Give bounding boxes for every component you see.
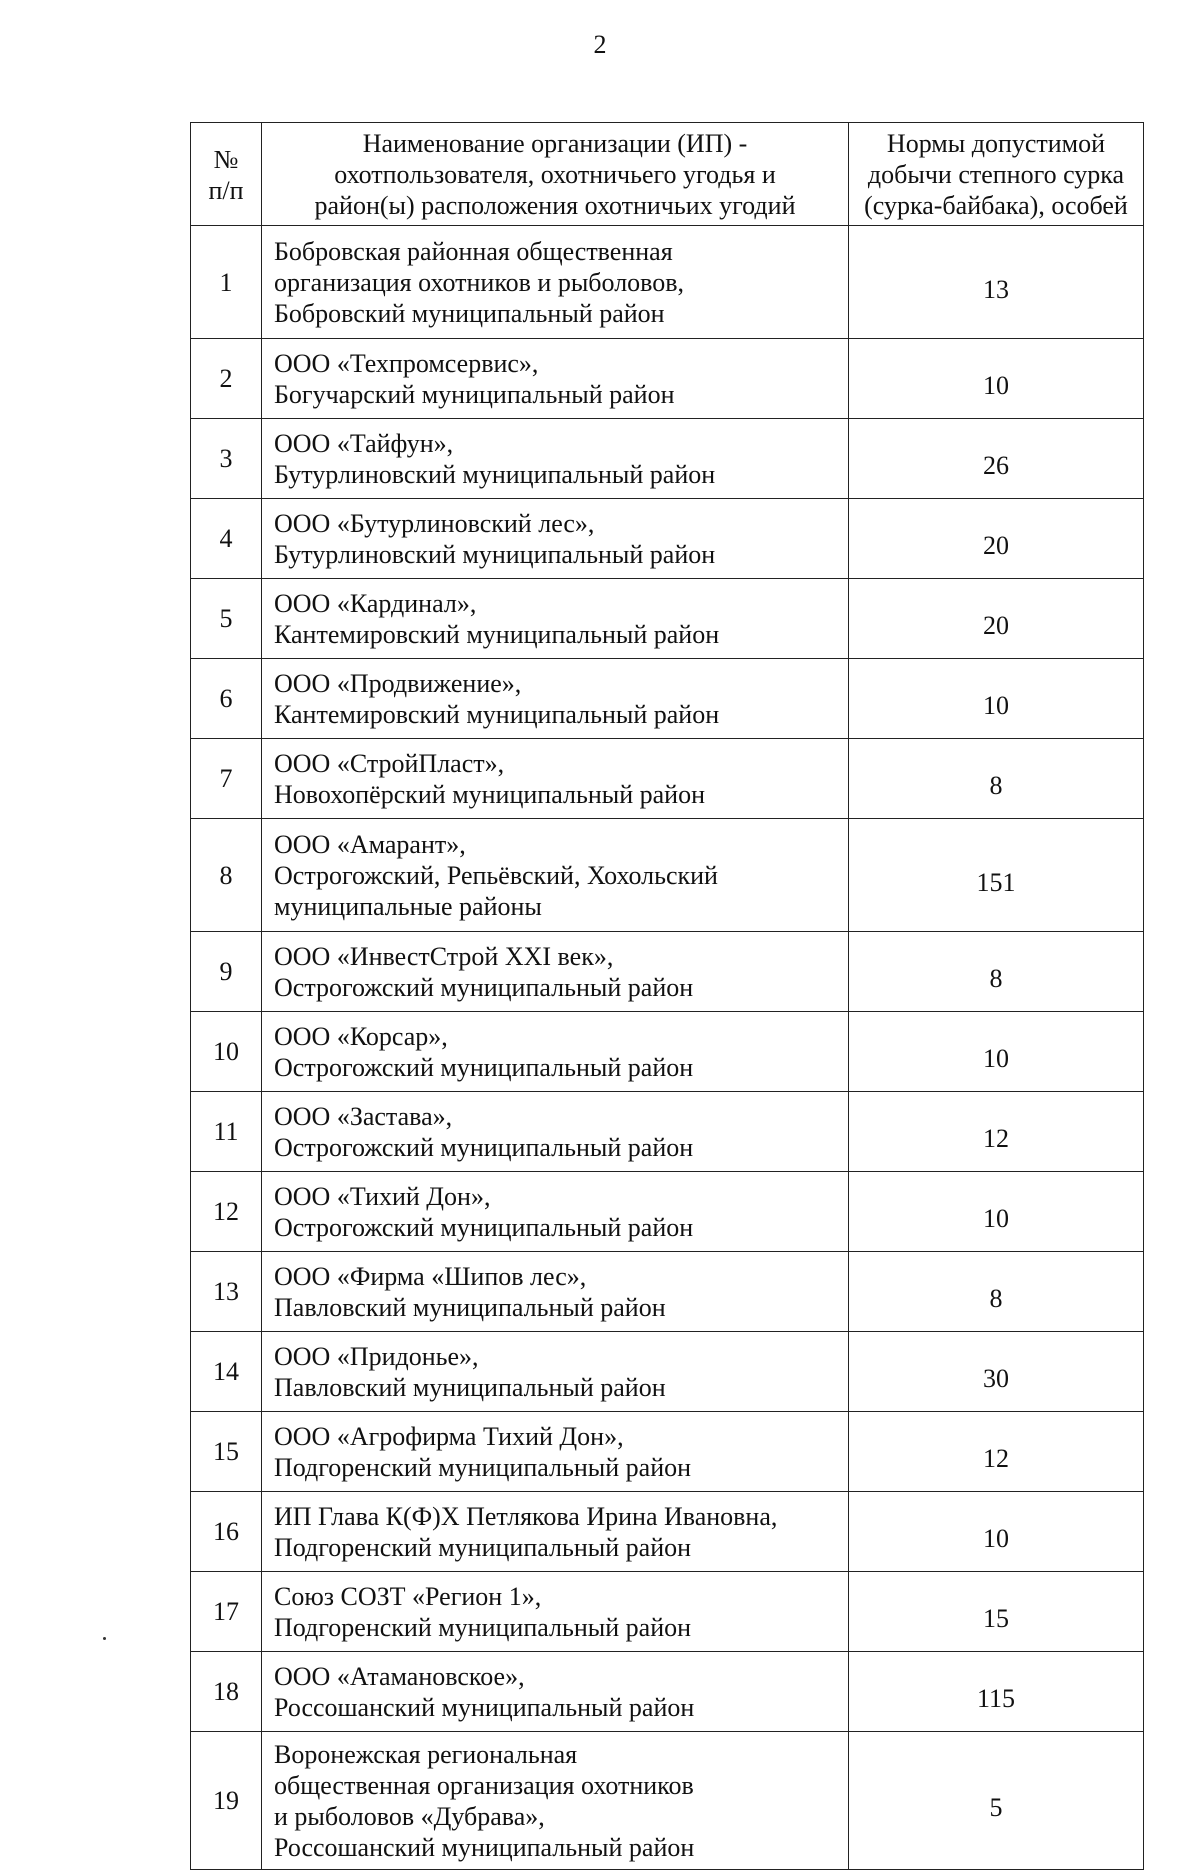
row-number: 12 — [191, 1172, 262, 1252]
organization-line: ООО «СтройПласт», — [274, 748, 505, 778]
organization-line: Острогожский муниципальный район — [274, 1212, 694, 1242]
organization-line: ООО «Бутурлиновский лес», — [274, 508, 595, 538]
organization-cell — [262, 226, 849, 339]
table-row — [191, 819, 1144, 932]
table-row — [191, 659, 1144, 739]
organization-line: Подгоренский муниципальный район — [274, 1452, 692, 1482]
page-number: 2 — [593, 30, 607, 59]
organization-cell — [262, 932, 849, 1012]
header-number-line: п/п — [208, 176, 244, 205]
organization-line: Россошанский муниципальный район — [274, 1692, 695, 1722]
table-row — [191, 1492, 1144, 1572]
row-number: 4 — [191, 499, 262, 579]
table-row — [191, 339, 1144, 419]
organization-line: Кантемировский муниципальный район — [274, 699, 720, 729]
quota-cell: 8 — [849, 739, 1144, 819]
table-row — [191, 1652, 1144, 1732]
header-organization-line: охотпользователя, охотничьего угодья и — [334, 159, 776, 189]
organization-cell — [262, 1092, 849, 1172]
quota-cell: 26 — [849, 419, 1144, 499]
organization-line: Подгоренский муниципальный район — [274, 1612, 692, 1642]
quota-cell: 10 — [849, 1012, 1144, 1092]
row-number: 3 — [191, 419, 262, 499]
organization-line: Бутурлиновский муниципальный район — [274, 539, 716, 569]
organization-line: Острогожский муниципальный район — [274, 1132, 694, 1162]
row-number: 15 — [191, 1412, 262, 1492]
organization-cell — [262, 739, 849, 819]
organization-cell — [262, 1732, 849, 1870]
row-number: 18 — [191, 1652, 262, 1732]
row-number: 16 — [191, 1492, 262, 1572]
organization-line: Богучарский муниципальный район — [274, 379, 675, 409]
organization-line: Острогожский, Репьёвский, Хохольский — [274, 860, 718, 890]
row-number: 6 — [191, 659, 262, 739]
header-quota — [849, 123, 1144, 226]
organization-cell — [262, 1572, 849, 1652]
table-row — [191, 1332, 1144, 1412]
row-number: 2 — [191, 339, 262, 419]
organization-line: общественная организация охотников — [274, 1770, 694, 1800]
organization-cell — [262, 579, 849, 659]
organization-line: и рыболовов «Дубрава», — [274, 1801, 545, 1831]
organization-line: ООО «Кардинал», — [274, 588, 477, 618]
header-quota-line: Нормы допустимой — [886, 128, 1106, 158]
organization-cell — [262, 659, 849, 739]
table-row — [191, 1172, 1144, 1252]
header-quota-line: (сурка-байбака), особей — [864, 190, 1128, 220]
row-number: 19 — [191, 1732, 262, 1870]
organization-line: Бутурлиновский муниципальный район — [274, 459, 716, 489]
quota-cell: 30 — [849, 1332, 1144, 1412]
organization-line: ООО «Амарант», — [274, 829, 466, 859]
organization-line: ООО «Фирма «Шипов лес», — [274, 1261, 587, 1291]
organization-line: Новохопёрский муниципальный район — [274, 779, 705, 809]
organization-line: ООО «Придонье», — [274, 1341, 479, 1371]
table-row — [191, 1572, 1144, 1652]
quota-cell: 20 — [849, 579, 1144, 659]
organization-line: ООО «Продвижение», — [274, 668, 522, 698]
organization-line: ООО «Атамановское», — [274, 1661, 525, 1691]
organization-cell — [262, 419, 849, 499]
organization-line: ООО «Тайфун», — [274, 428, 454, 458]
organization-line: ООО «Застава», — [274, 1101, 453, 1131]
table-row — [191, 419, 1144, 499]
organization-line: организация охотников и рыболовов, — [274, 267, 685, 297]
row-number: 13 — [191, 1252, 262, 1332]
scan-speck — [103, 1637, 106, 1640]
organization-line: Павловский муниципальный район — [274, 1372, 666, 1402]
row-number: 10 — [191, 1012, 262, 1092]
table-row — [191, 1092, 1144, 1172]
quota-cell: 12 — [849, 1092, 1144, 1172]
table-row — [191, 499, 1144, 579]
header-number — [191, 123, 262, 226]
quota-cell: 12 — [849, 1412, 1144, 1492]
table-row — [191, 579, 1144, 659]
quota-cell: 10 — [849, 659, 1144, 739]
quota-cell: 151 — [849, 819, 1144, 932]
header-number-line: № — [213, 145, 239, 174]
quota-cell: 20 — [849, 499, 1144, 579]
organization-line: ИП Глава К(Ф)Х Петлякова Ирина Ивановна, — [274, 1501, 778, 1531]
organization-line: муниципальные районы — [274, 891, 542, 921]
quota-cell: 10 — [849, 1492, 1144, 1572]
table-body — [191, 226, 1144, 1870]
organization-line: Острогожский муниципальный район — [274, 972, 694, 1002]
organization-line: ООО «Техпромсервис», — [274, 348, 539, 378]
table-row — [191, 226, 1144, 339]
organization-cell — [262, 499, 849, 579]
quota-cell: 10 — [849, 1172, 1144, 1252]
organization-line: ООО «Корсар», — [274, 1021, 448, 1051]
row-number: 8 — [191, 819, 262, 932]
organization-cell — [262, 1332, 849, 1412]
organization-line: Кантемировский муниципальный район — [274, 619, 720, 649]
row-number: 7 — [191, 739, 262, 819]
row-number: 1 — [191, 226, 262, 339]
organization-cell — [262, 1492, 849, 1572]
quota-cell: 15 — [849, 1572, 1144, 1652]
hunting-quota-table — [190, 122, 1144, 1870]
quota-cell: 115 — [849, 1652, 1144, 1732]
table-row — [191, 1732, 1144, 1870]
row-number: 17 — [191, 1572, 262, 1652]
quota-cell: 13 — [849, 226, 1144, 339]
organization-cell — [262, 1012, 849, 1092]
organization-line: Острогожский муниципальный район — [274, 1052, 694, 1082]
organization-line: Бобровская районная общественная — [274, 236, 673, 266]
table-header-row — [191, 123, 1144, 226]
header-organization-line: Наименование организации (ИП) - — [362, 128, 748, 158]
table-row — [191, 739, 1144, 819]
organization-line: ООО «Агрофирма Тихий Дон», — [274, 1421, 624, 1451]
organization-cell — [262, 819, 849, 932]
quota-cell: 10 — [849, 339, 1144, 419]
quota-cell: 8 — [849, 1252, 1144, 1332]
row-number: 9 — [191, 932, 262, 1012]
header-organization — [262, 123, 849, 226]
row-number: 11 — [191, 1092, 262, 1172]
organization-line: Бобровский муниципальный район — [274, 298, 665, 328]
organization-line: Подгоренский муниципальный район — [274, 1532, 692, 1562]
row-number: 5 — [191, 579, 262, 659]
header-quota-line: добычи степного сурка — [867, 159, 1125, 189]
header-organization-line: район(ы) расположения охотничьих угодий — [314, 190, 796, 220]
organization-line: Воронежская региональная — [274, 1739, 578, 1769]
organization-cell — [262, 339, 849, 419]
row-number: 14 — [191, 1332, 262, 1412]
table-row — [191, 1012, 1144, 1092]
organization-line: Россошанский муниципальный район — [274, 1832, 695, 1862]
organization-cell — [262, 1652, 849, 1732]
table-row — [191, 932, 1144, 1012]
organization-cell — [262, 1412, 849, 1492]
organization-cell — [262, 1172, 849, 1252]
organization-cell — [262, 1252, 849, 1332]
organization-line: Павловский муниципальный район — [274, 1292, 666, 1322]
table-row — [191, 1252, 1144, 1332]
organization-line: Союз СОЗТ «Регион 1», — [274, 1581, 542, 1611]
table-row — [191, 1412, 1144, 1492]
quota-cell: 8 — [849, 932, 1144, 1012]
organization-line: ООО «ИнвестСтрой XXI век», — [274, 941, 614, 971]
quota-cell: 5 — [849, 1732, 1144, 1870]
organization-line: ООО «Тихий Дон», — [274, 1181, 491, 1211]
